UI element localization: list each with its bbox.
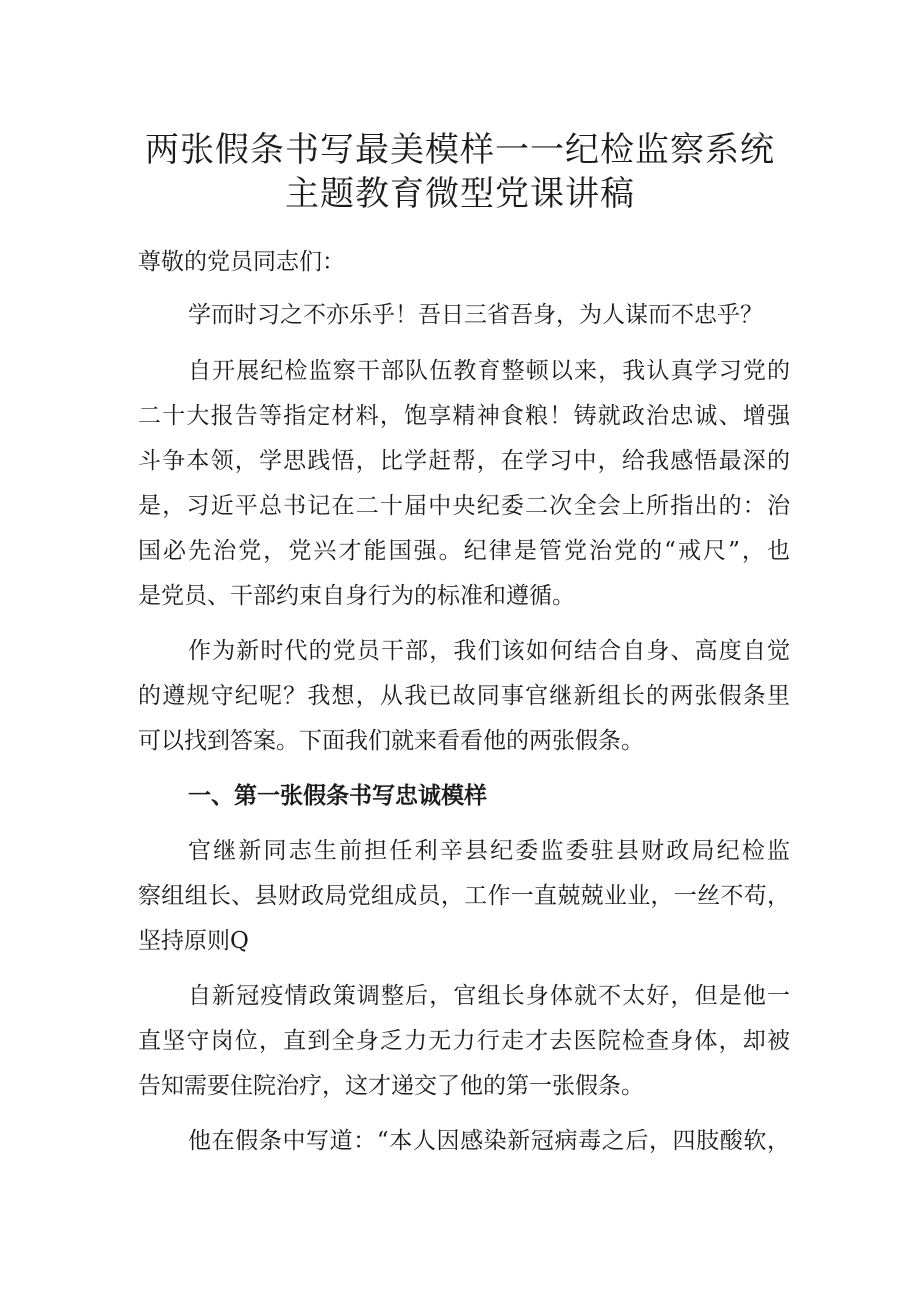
paragraph-line: 的遵规守纪呢？我想，从我已故同事官继新组长的两张假条里 [138, 683, 790, 709]
paragraph-line: 斗争本领，学思践悟，比学赶帮，在学习中，给我感悟最深的 [138, 448, 790, 474]
title-line-2: 主题教育微型党课讲稿 [285, 174, 635, 214]
paragraph-line: 是党员、干部约束自身行为的标准和遵循。 [138, 583, 575, 609]
paragraph-line: 作为新时代的党员干部，我们该如何结合自身、高度自觉 [188, 638, 790, 664]
paragraph-line: 二十大报告等指定材料，饱享精神食粮！铸就政治忠诚、增强 [138, 403, 790, 429]
paragraph-line: 学而时习之不亦乐乎！吾日三省吾身，为人谋而不忠乎？ [188, 302, 763, 328]
paragraph-line: 直坚守岗位，直到全身乏力无力行走才去医院检查身体，却被 [138, 1028, 790, 1054]
paragraph-line: 自开展纪检监察干部队伍教育整顿以来，我认真学习党的 [188, 358, 790, 384]
paragraph-line: 官继新同志生前担任利辛县纪委监委驻县财政局纪检监 [188, 838, 790, 864]
title-line-1: 两张假条书写最美模样一一纪检监察系统 [145, 130, 775, 170]
salutation: 尊敬的党员同志们： [138, 249, 345, 275]
paragraph-line: 可以找到答案。下面我们就来看看他的两张假条。 [138, 728, 644, 754]
paragraph-line: 告知需要住院治疗，这才递交了他的第一张假条。 [138, 1073, 644, 1099]
paragraph-line: 坚持原则Q [138, 928, 249, 954]
section-heading: 一、第一张假条书写忠诚模样 [188, 783, 487, 809]
paragraph-line: 国必先治党，党兴才能国强。纪律是管党治党的“戒尺”，也 [138, 538, 790, 564]
paragraph-line: 他在假条中写道：“本人因感染新冠病毒之后，四肢酸软， [188, 1128, 790, 1154]
paragraph-line: 察组组长、县财政局党组成员，工作一直兢兢业业，一丝不苟， [138, 883, 790, 909]
paragraph-line: 是，习近平总书记在二十届中央纪委二次全会上所指出的：治 [138, 493, 790, 519]
paragraph-line: 自新冠疫情政策调整后，官组长身体就不太好，但是他一 [188, 983, 790, 1009]
